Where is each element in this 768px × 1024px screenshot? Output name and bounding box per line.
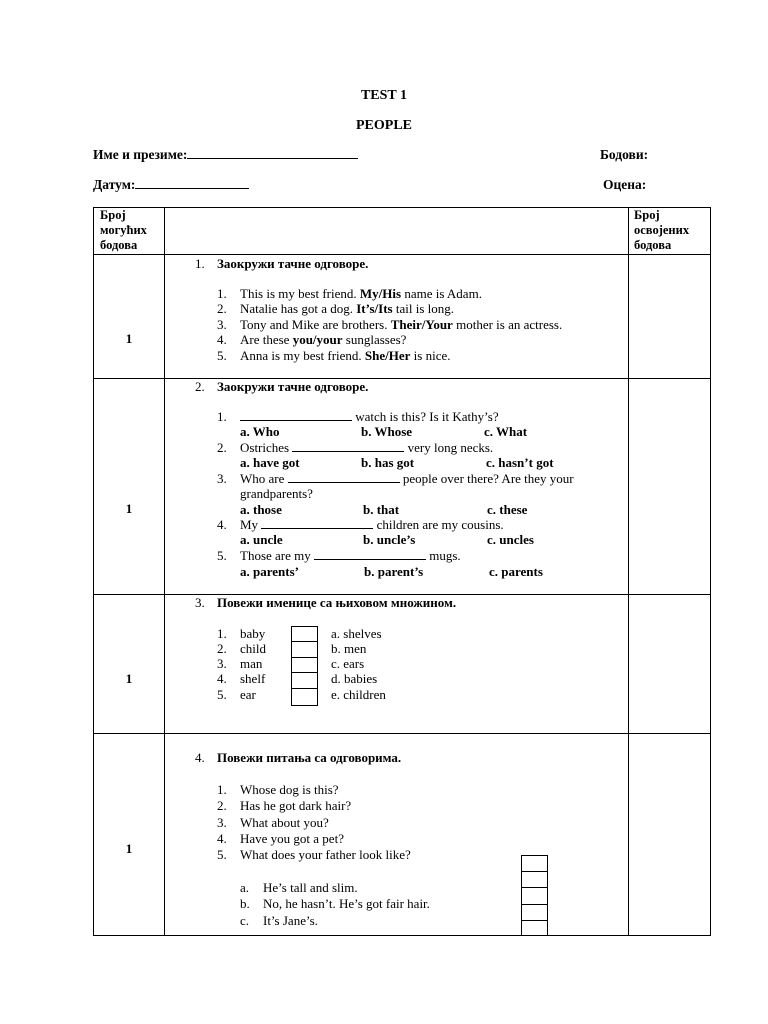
plural-option: b. men — [331, 641, 367, 656]
choice-words[interactable]: It’s/Its — [356, 301, 393, 316]
answer-box[interactable] — [522, 921, 547, 937]
task-points: 1 — [125, 501, 133, 516]
item-number: 1. — [217, 782, 227, 797]
item-number: 2. — [217, 798, 227, 813]
option-c[interactable]: c. What — [484, 424, 528, 439]
task-points: 1 — [125, 671, 133, 686]
answer-box[interactable] — [522, 888, 547, 904]
list-item: watch is this? Is it Kathy’s? — [240, 409, 499, 424]
answer-box[interactable] — [522, 872, 547, 888]
option-a[interactable]: a. Who — [240, 424, 280, 439]
list-item: Tony and Mike are brothers. Their/Your mother is an actress. — [240, 317, 563, 332]
list-item: Are these you/your sunglasses? — [240, 332, 407, 347]
item-number: 4. — [217, 671, 227, 686]
item-number: 2. — [217, 641, 227, 656]
test-table — [93, 207, 711, 936]
option-a[interactable]: a. have got — [240, 455, 300, 470]
row-divider — [94, 254, 710, 255]
option-a[interactable]: a. uncle — [240, 532, 283, 547]
plural-option: c. ears — [331, 656, 365, 671]
date-blank[interactable] — [135, 177, 249, 189]
answer-box[interactable] — [522, 856, 547, 872]
earned-cell-task-2[interactable] — [629, 379, 710, 593]
item-number: 1. — [217, 409, 227, 424]
task-number: 3. — [195, 595, 205, 610]
option-a[interactable]: a. those — [240, 502, 282, 517]
list-item: My children are my cousins. — [240, 517, 504, 532]
name-label: Име и презиме: — [93, 147, 188, 162]
list-item: Who are people over there? Are they your — [240, 471, 574, 486]
noun-item: baby — [240, 626, 266, 641]
answer-blank[interactable] — [292, 441, 404, 452]
earned-cell-task-3[interactable] — [629, 595, 710, 732]
answer-letter: a. — [240, 880, 250, 895]
option-c[interactable]: c. hasn’t got — [486, 455, 554, 470]
question-item: Has he got dark hair? — [240, 798, 352, 813]
task-number: 4. — [195, 750, 205, 765]
item-number: 1. — [217, 286, 227, 301]
item-number: 3. — [217, 656, 227, 671]
option-a[interactable]: a. parents’ — [240, 564, 299, 579]
option-b[interactable]: b. has got — [361, 455, 415, 470]
task-instruction: Повежи питања са одговорима. — [217, 750, 402, 765]
item-number: 4. — [217, 831, 227, 846]
choice-words[interactable]: My/His — [359, 286, 402, 301]
topic-title: PEOPLE — [355, 118, 412, 133]
date-label: Датум: — [93, 177, 136, 192]
list-item: Ostriches very long necks. — [240, 440, 494, 455]
match-boxes — [291, 626, 318, 706]
item-number: 2. — [217, 440, 227, 455]
item-number: 3. — [217, 317, 227, 332]
answer-blank[interactable] — [240, 410, 352, 421]
item-number: 4. — [217, 517, 227, 532]
noun-item: shelf — [240, 671, 266, 686]
option-b[interactable]: b. Whose — [361, 424, 413, 439]
answer-letter: b. — [240, 896, 250, 911]
task-instruction: Заокружи тачне одговоре. — [217, 256, 369, 271]
list-item: Natalie has got a dog. It’s/Its tail is long. — [240, 301, 454, 316]
plural-option: e. children — [331, 687, 386, 702]
row-divider — [94, 733, 710, 734]
plural-option: a. shelves — [331, 626, 382, 641]
option-b[interactable]: b. parent’s — [364, 564, 424, 579]
earned-cell-task-4[interactable] — [629, 734, 710, 934]
answer-letter: c. — [240, 913, 250, 928]
points-label: Бодови: — [600, 147, 649, 162]
option-c[interactable]: c. these — [487, 502, 528, 517]
column-divider — [164, 208, 165, 935]
answer-blank[interactable] — [288, 472, 400, 483]
list-item-continuation: grandparents? — [240, 486, 313, 501]
option-c[interactable]: c. parents — [489, 564, 543, 579]
name-blank[interactable] — [187, 147, 358, 159]
answer-blank[interactable] — [261, 518, 373, 529]
task-number: 2. — [195, 379, 205, 394]
answer-item: No, he hasn’t. He’s got fair hair. — [263, 896, 430, 911]
item-number: 3. — [217, 471, 227, 486]
test-title: TEST 1 — [360, 88, 408, 103]
date-field — [93, 177, 249, 193]
item-number: 5. — [217, 548, 227, 563]
task-points: 1 — [125, 841, 133, 856]
noun-item: child — [240, 641, 266, 656]
match-boxes — [521, 855, 548, 936]
item-number: 3. — [217, 815, 227, 830]
grade-label: Оцена: — [603, 177, 647, 192]
item-number: 5. — [217, 847, 227, 862]
plural-option: d. babies — [331, 671, 378, 686]
noun-item: man — [240, 656, 263, 671]
noun-item: ear — [240, 687, 256, 702]
possible-points-header: Број могућих бодова — [100, 208, 147, 252]
question-item: Whose dog is this? — [240, 782, 339, 797]
name-field — [93, 147, 358, 163]
option-c[interactable]: c. uncles — [487, 532, 534, 547]
earned-cell-task-1[interactable] — [629, 255, 710, 377]
item-number: 5. — [217, 687, 227, 702]
item-number: 4. — [217, 332, 227, 347]
item-number: 1. — [217, 626, 227, 641]
task-instruction: Повежи именице са њиховом множином. — [217, 595, 457, 610]
choice-words[interactable]: She/Her — [364, 348, 411, 363]
answer-box[interactable] — [522, 905, 547, 921]
row-divider — [94, 378, 710, 379]
earned-points-header: Број освојених бодова — [634, 208, 690, 252]
item-number: 2. — [217, 301, 227, 316]
option-b[interactable]: b. uncle’s — [363, 532, 416, 547]
list-item: Anna is my best friend. She/Her is nice. — [240, 348, 451, 363]
answer-blank[interactable] — [314, 549, 426, 560]
question-item: Have you got a pet? — [240, 831, 344, 846]
answer-item: It’s Jane’s. — [263, 913, 318, 928]
choice-words[interactable]: you/your — [292, 332, 343, 347]
question-item: What does your father look like? — [240, 847, 411, 862]
answer-box[interactable] — [292, 627, 317, 642]
answer-box[interactable] — [292, 658, 317, 673]
task-instruction: Заокружи тачне одговоре. — [217, 379, 369, 394]
task-points: 1 — [125, 331, 133, 346]
item-number: 5. — [217, 348, 227, 363]
option-b[interactable]: b. that — [363, 502, 400, 517]
answer-box[interactable] — [292, 642, 317, 657]
answer-box[interactable] — [292, 689, 317, 704]
question-item: What about you? — [240, 815, 329, 830]
choice-words[interactable]: Their/Your — [390, 317, 453, 332]
list-item: Those are my mugs. — [240, 548, 461, 563]
task-number: 1. — [195, 256, 205, 271]
answer-box[interactable] — [292, 673, 317, 688]
list-item: This is my best friend. My/His name is Adam. — [240, 286, 482, 301]
answer-item: He’s tall and slim. — [263, 880, 358, 895]
